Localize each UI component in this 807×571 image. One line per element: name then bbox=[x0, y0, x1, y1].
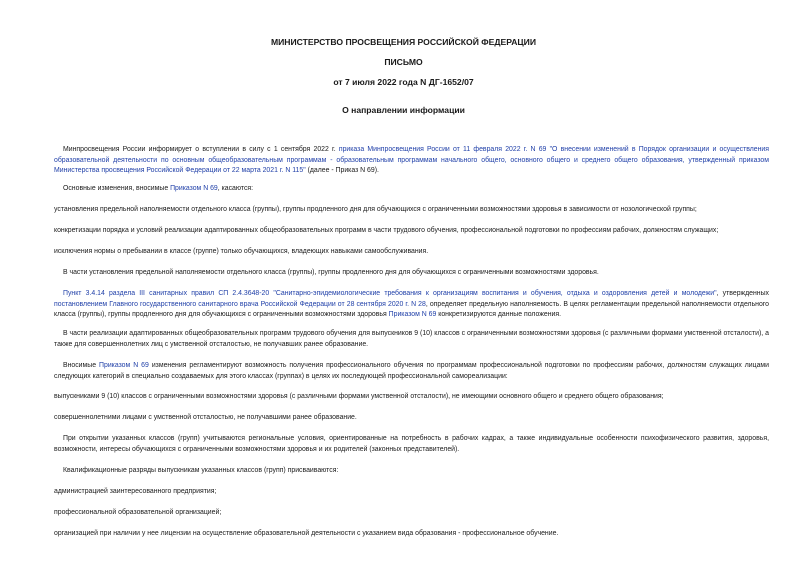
ministry-heading: МИНИСТЕРСТВО ПРОСВЕЩЕНИЯ РОССИЙСКОЙ ФЕДЕРАЦИИ bbox=[270, 37, 537, 47]
list-item-self-service-norm: исключения нормы о пребывании в классе (группе) только обучающихся, владеющих навыками самообслуживания. bbox=[54, 248, 429, 255]
list-item-adapted-programs: конкретизации порядка и условий реализации адаптированных общеобразовательных программ в части трудового обучения, профессиональной подготовки по профессиям рабочих, должностям служащих; bbox=[54, 227, 719, 234]
paragraph-text: (далее - Приказ N 69). bbox=[305, 167, 379, 174]
paragraph-text: Основные изменения, вносимые bbox=[63, 185, 171, 192]
document-date-number: от 7 июля 2022 года N ДГ-1652/07 bbox=[333, 77, 474, 87]
list-item-adults: совершеннолетними лицами с умственной отсталостью, не получавшими ранее образование. bbox=[54, 414, 357, 421]
paragraph-text: Вносимые bbox=[63, 362, 100, 369]
paragraph-vocational bbox=[54, 361, 769, 382]
paragraph-text: , определяет предельную наполняемость. В целях регламентации предельной наполняемости отдельного класса (группы), группы продленного дня для обучающихся с ограниченными возможностями здоровья bbox=[54, 300, 769, 318]
resolution-link[interactable]: постановлением Главного государственного санитарного врача Российской Федерации от 28 сентября 2020 г. N 28 bbox=[54, 300, 426, 308]
paragraph-qualification: Квалификационные разряды выпускникам указанных классов (групп) присваиваются: bbox=[63, 467, 339, 474]
document-subject: О направлении информации bbox=[342, 105, 465, 115]
list-item-licensed-org: организацией при наличии у нее лицензии на осуществление образовательной деятельности с указанием вида образования - профессиональное обучение. bbox=[54, 530, 559, 537]
paragraph-class-capacity: В части установления предельной наполняемости отдельного класса (группы), группы продленного дня для обучающихся с ограниченными возможностями здоровья. bbox=[63, 269, 599, 276]
paragraph-main-changes bbox=[54, 184, 769, 195]
paragraph-opening-classes: При открытии указанных классов (групп) учитываются региональные условия, ориентированные на потребность в рабочих кадрах, а также индивидуальные особенности психофизического развития, здоровья, возможности, интересы обучающихся с ограниченными возможностями здоровья и их родителей (законных представителей). bbox=[54, 435, 769, 453]
paragraph-labor-training: В части реализации адаптированных общеобразовательных программ трудового обучения для выпускников 9 (10) классов с ограниченными возможностями здоровья (с различными формами умственной отсталости), а также для совершеннолетних лиц с умственной отсталостью, не получавших ранее образование. bbox=[54, 330, 769, 348]
paragraph-sanitary-rules bbox=[54, 289, 769, 321]
list-item-enterprise: администрацией заинтересованного предприятия; bbox=[54, 488, 217, 495]
paragraph-text: изменения регламентируют возможность получения профессионального обучения по программам профессиональной подготовки по профессиям рабочих, должностям служащих лицами следующих категорий в специально создаваемых для этого классах (группах) в целях их последующей профессиональной самореализации: bbox=[54, 362, 769, 380]
paragraph-intro bbox=[54, 145, 769, 177]
list-item-class-capacity: установления предельной наполняемости отдельного класса (группы), группы продленного дня для обучающихся с ограниченными возможностями здоровья в зависимости от нозологической группы; bbox=[54, 206, 697, 213]
paragraph-text: Минпросвещения России информирует о вступлении в силу с 1 сентября 2022 г. bbox=[63, 146, 339, 153]
sanitary-rules-link[interactable]: Пункт 3.4.14 раздела III санитарных правил СП 2.4.3648-20 "Санитарно-эпидемиологические требования к организациям воспитания и обучения, отдыха и оздоровления детей и молодежи" bbox=[63, 290, 717, 297]
paragraph-text: , утвержденных bbox=[716, 290, 769, 297]
document-type: ПИСЬМО bbox=[384, 57, 423, 67]
list-item-graduates: выпускниками 9 (10) классов с ограниченными возможностями здоровья (с различными формами умственной отсталости), не имеющими основного общего и среднего общего образования; bbox=[54, 393, 664, 400]
order-69-link[interactable]: приказа Минпросвещения России от 11 февраля 2022 г. N 69 "О внесении изменений в Порядок организации и осуществления образовательной деятельности по основным общеобразовательным программам - образовательным программам начального общего, основного общего и среднего общего образования, утвержденный приказом Министерства просвещения Российской Федерации от 22 марта 2021 г. N 115" bbox=[54, 146, 769, 174]
order-69-link[interactable]: Приказом N 69 bbox=[388, 311, 437, 318]
order-69-link[interactable]: Приказом N 69 bbox=[99, 362, 149, 369]
paragraph-text: конкретизируются данные положения. bbox=[436, 311, 562, 318]
paragraph-text: , касаются: bbox=[217, 185, 254, 192]
list-item-vocational-org: профессиональной образовательной организацией; bbox=[54, 509, 222, 516]
order-69-link[interactable]: Приказом N 69 bbox=[170, 185, 218, 192]
